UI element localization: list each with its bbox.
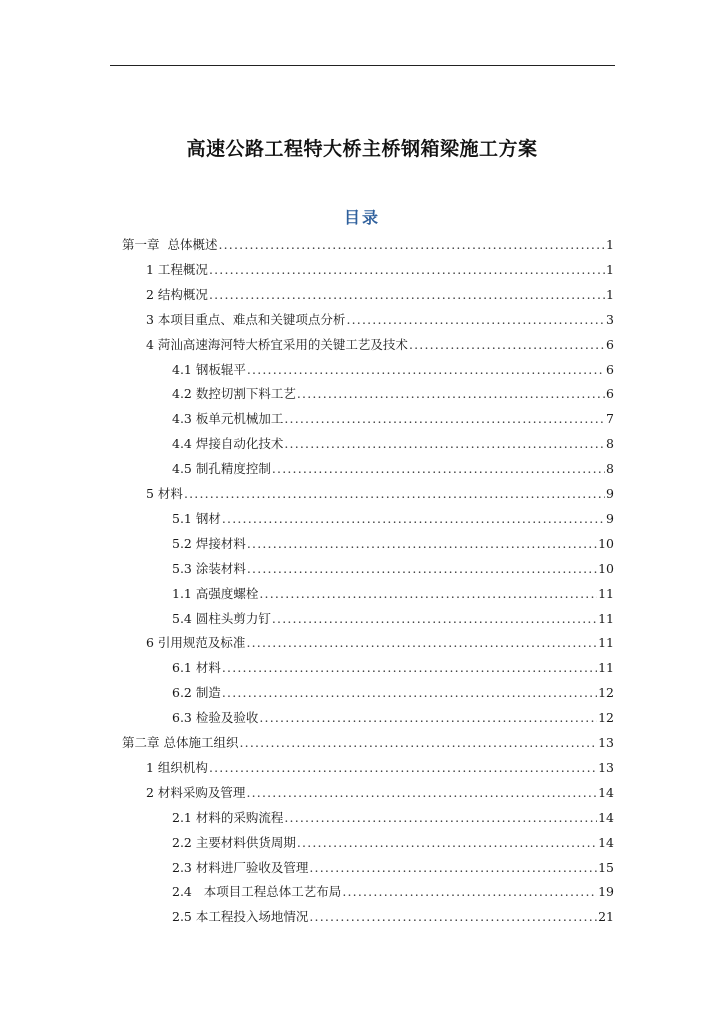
toc-leader-dots (222, 681, 597, 705)
toc-entry-label: 2.2 主要材料供货周期 (172, 834, 296, 850)
toc-leader-dots (209, 283, 605, 307)
toc-leader-dots (239, 731, 597, 755)
toc-leader-dots (209, 756, 597, 780)
toc-entry-page: 14 (598, 784, 614, 800)
toc-entry-page: 6 (606, 386, 614, 402)
toc-entry[interactable] (172, 507, 614, 531)
toc-entry[interactable] (172, 831, 614, 855)
toc-entry-label: 2 结构概况 (146, 286, 208, 302)
toc-entry-page: 11 (598, 635, 614, 651)
toc-entry[interactable] (146, 308, 614, 332)
toc-entry-label: 5.3 涂装材料 (172, 560, 246, 576)
toc-leader-dots (309, 905, 597, 929)
toc-leader-dots (272, 457, 605, 481)
toc-entry-page: 13 (598, 759, 614, 775)
toc-entry[interactable] (172, 880, 614, 904)
toc-entry-page: 11 (598, 660, 614, 676)
toc-heading: 目录 (343, 208, 380, 227)
toc-entry-page: 1 (606, 237, 614, 252)
toc-entry[interactable] (172, 607, 614, 631)
toc-entry-page: 1 (606, 261, 614, 277)
toc-entry[interactable] (172, 656, 614, 680)
toc-entry-label: 6.1 材料 (172, 660, 221, 676)
toc-entry-label: 2.1 材料的采购流程 (172, 809, 284, 825)
toc-entry-label: 5.4 圆柱头剪力钉 (172, 610, 271, 626)
toc-entry-page: 6 (606, 361, 614, 377)
toc-entry-label: 4.3 板单元机械加工 (172, 411, 284, 427)
toc-entry[interactable] (172, 457, 614, 481)
toc-leader-dots (184, 482, 605, 506)
toc-entry[interactable] (172, 407, 614, 431)
toc-entry-page: 12 (598, 710, 614, 726)
toc-entry-label: 1 工程概况 (146, 261, 208, 277)
toc-leader-dots (309, 856, 597, 880)
header-rule (110, 65, 615, 66)
toc-entry-page: 19 (598, 884, 614, 900)
toc-entry-page: 8 (606, 461, 614, 477)
toc-leader-dots (297, 831, 597, 855)
toc-entry-page: 12 (598, 685, 614, 701)
toc-entry-page: 14 (598, 834, 614, 850)
toc-entry[interactable] (146, 781, 614, 805)
toc-leader-dots (297, 382, 605, 406)
toc-entry[interactable] (146, 756, 614, 780)
toc-entry-page: 11 (598, 585, 614, 601)
toc-leader-dots (247, 532, 597, 556)
toc-entry[interactable] (172, 582, 614, 606)
toc-leader-dots (222, 507, 605, 531)
toc-entry-label: 3 本项目重点、难点和关键项点分析 (146, 311, 346, 327)
toc-leader-dots (246, 631, 597, 655)
toc-entry[interactable] (146, 283, 614, 307)
toc-leader-dots (409, 333, 605, 357)
toc-entry-label: 4.1 钢板辊平 (172, 361, 246, 377)
toc-entry[interactable] (172, 706, 614, 730)
toc-entry-label: 5.2 焊接材料 (172, 535, 246, 551)
toc-entry-label: 2.5 本工程投入场地情况 (172, 909, 309, 925)
toc-entry-page: 10 (598, 535, 614, 551)
toc-entry[interactable] (146, 258, 614, 282)
toc-entry[interactable] (172, 532, 614, 556)
toc-entry[interactable] (172, 557, 614, 581)
toc-entry-label: 4.4 焊接自动化技术 (172, 436, 284, 452)
toc-leader-dots (209, 258, 605, 282)
toc-entry-page: 9 (606, 510, 614, 526)
toc-entry-label: 5 材料 (146, 486, 183, 501)
toc-entry-label: 第一章 总体概述 (122, 237, 218, 252)
toc-leader-dots (342, 880, 597, 904)
toc-entry-label: 第二章 总体施工组织 (122, 735, 239, 750)
toc-entry[interactable] (122, 731, 614, 755)
toc-entry[interactable] (146, 333, 614, 357)
toc-entry-label: 4.2 数控切割下料工艺 (172, 386, 296, 402)
toc-leader-dots (346, 308, 605, 332)
toc-entry-page: 13 (598, 735, 614, 750)
toc-leader-dots (218, 233, 605, 257)
toc-entry-label: 6.3 检验及验收 (172, 710, 259, 726)
toc-leader-dots (247, 358, 605, 382)
toc-entry-label: 2.4 本项目工程总体工艺布局 (172, 884, 342, 900)
toc-entry[interactable] (172, 905, 614, 929)
toc-entry-label: 4 菏汕高速海河特大桥宜采用的关键工艺及技术 (146, 336, 408, 352)
toc-entry-label: 2 材料采购及管理 (146, 784, 246, 800)
toc-leader-dots (246, 781, 597, 805)
toc-leader-dots (259, 706, 597, 730)
toc-entry[interactable] (172, 382, 614, 406)
toc-entry[interactable] (146, 631, 614, 655)
toc-entry-page: 10 (598, 560, 614, 576)
toc-entry[interactable] (172, 856, 614, 880)
toc-entry-label: 1 组织机构 (146, 759, 208, 775)
toc-leader-dots (222, 656, 597, 680)
toc-entry-label: 6.2 制造 (172, 685, 221, 701)
toc-leader-dots (247, 557, 597, 581)
toc-entry-label: 1.1 高强度螺栓 (172, 585, 259, 601)
toc-entry-page: 11 (598, 610, 614, 626)
toc-entry-label: 6 引用规范及标准 (146, 635, 246, 651)
toc-entry[interactable] (172, 432, 614, 456)
toc-entry[interactable] (172, 806, 614, 830)
toc-entry[interactable] (172, 358, 614, 382)
toc-entry[interactable] (172, 681, 614, 705)
toc-leader-dots (284, 432, 605, 456)
toc-entry-page: 9 (606, 486, 614, 501)
toc-entry[interactable] (146, 482, 614, 506)
toc-entry-page: 14 (598, 809, 614, 825)
toc-leader-dots (284, 806, 597, 830)
toc-entry-page: 8 (606, 436, 614, 452)
toc-entry-page: 7 (606, 411, 614, 427)
toc-entry-label: 5.1 钢材 (172, 510, 221, 526)
toc-leader-dots (259, 582, 597, 606)
toc-entry-page: 6 (606, 336, 614, 352)
toc-entry[interactable] (122, 233, 614, 257)
toc-entry-page: 3 (606, 311, 614, 327)
toc-leader-dots (284, 407, 605, 431)
toc-entry-label: 4.5 制孔精度控制 (172, 461, 271, 477)
toc-entry-label: 2.3 材料进厂验收及管理 (172, 859, 309, 875)
toc-entry-page: 15 (598, 859, 614, 875)
document-title: 高速公路工程特大桥主桥钢箱梁施工方案 (186, 138, 538, 160)
toc-entry-page: 21 (598, 909, 614, 925)
toc-entry-page: 1 (606, 286, 614, 302)
toc-leader-dots (272, 607, 597, 631)
